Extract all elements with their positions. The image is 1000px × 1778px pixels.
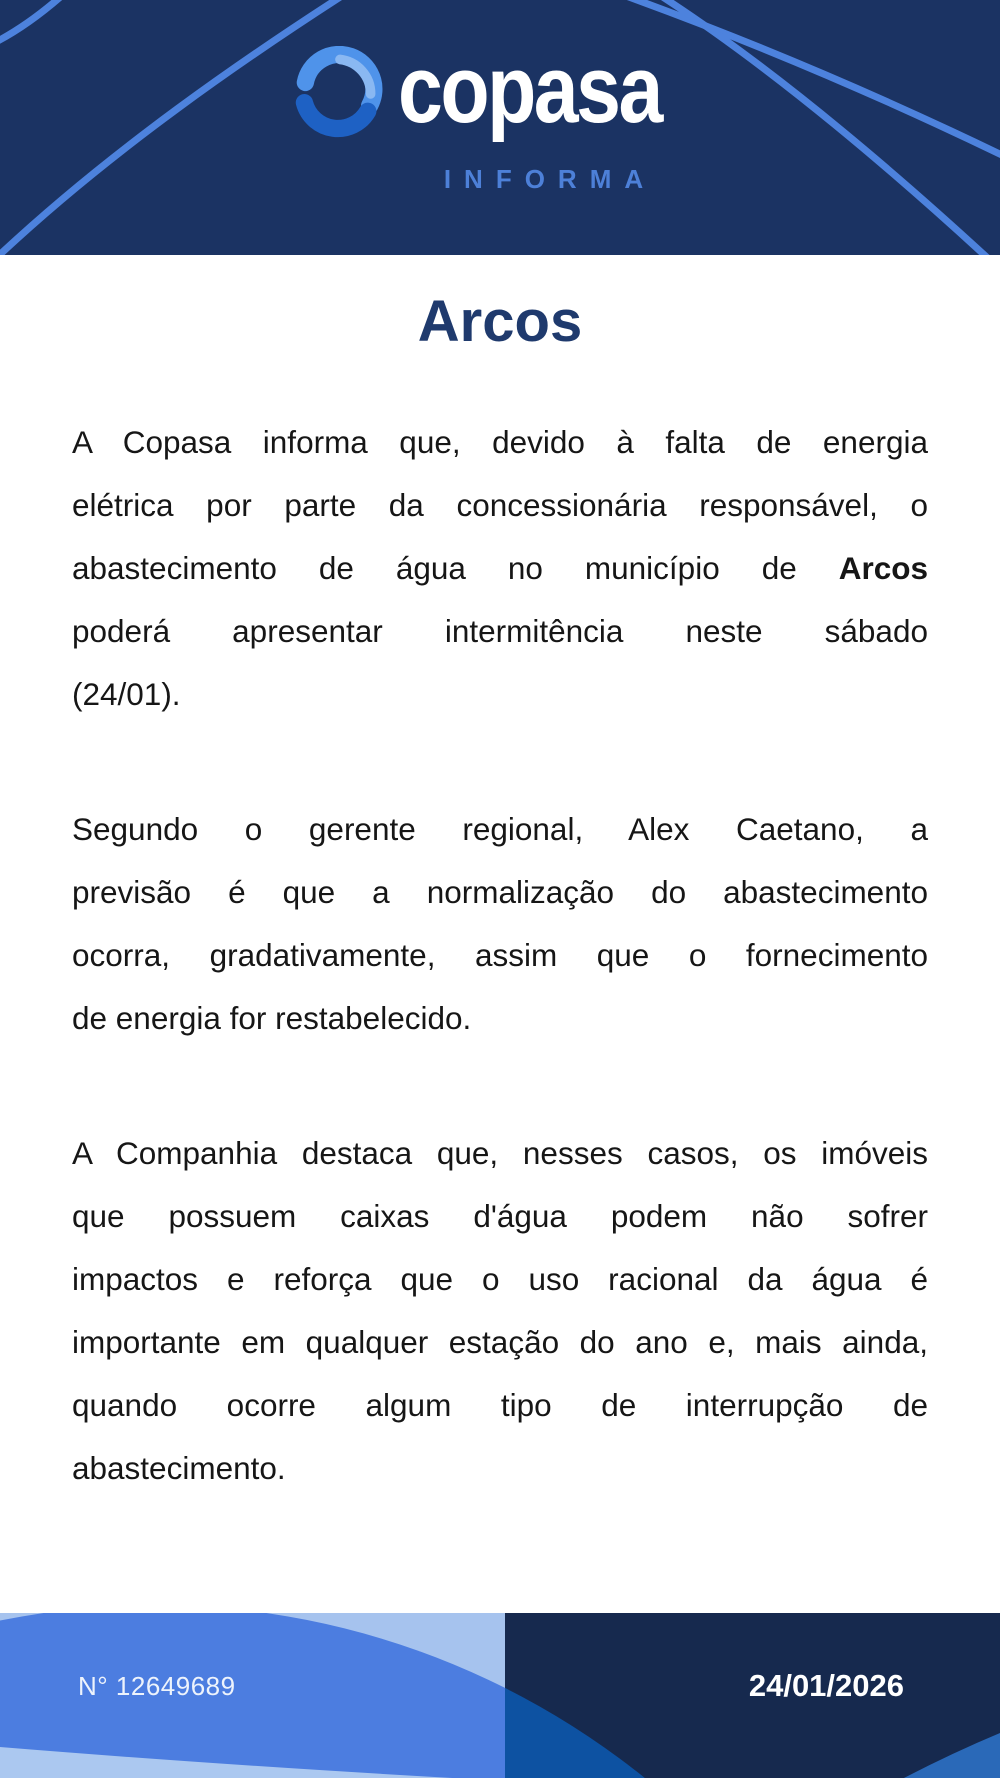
text-line: Segundo o gerente regional, Alex Caetano, a: [72, 811, 928, 847]
text-line: A Copasa informa que, devido à falta de energia: [72, 424, 928, 460]
copasa-logo: [0, 36, 1000, 143]
paragraph: [72, 798, 928, 1050]
announcement-body: [0, 255, 1000, 1613]
text-line: impactos e reforça que o uso racional da água é: [72, 1261, 928, 1297]
text-line: elétrica por parte da concessionária responsável, o: [72, 487, 928, 523]
text-line: importante em qualquer estação do ano e, mais ainda,: [72, 1324, 928, 1360]
text-line: abastecimento de água no município de Arcos: [72, 550, 928, 586]
brand-wordmark: copasa: [397, 36, 661, 143]
text-line: poderá apresentar intermitência neste sábado: [72, 613, 928, 649]
text-line: ocorra, gradativamente, assim que o fornecimento: [72, 937, 928, 973]
paragraph: [72, 411, 928, 726]
text-line: (24/01).: [72, 676, 181, 712]
text-line: abastecimento.: [72, 1450, 286, 1486]
text-line: previsão é que a normalização do abastecimento: [72, 874, 928, 910]
paragraph: [72, 1122, 928, 1500]
copasa-logo-icon: [290, 46, 386, 142]
notice-date: 24/01/2026: [748, 1668, 904, 1703]
text-line: de energia for restabelecido.: [72, 1000, 472, 1036]
text-line: quando ocorre algum tipo de interrupção de: [72, 1387, 928, 1423]
page-title: Arcos: [417, 289, 583, 354]
footer-banner: [0, 1613, 1000, 1778]
notice-number: N° 12649689: [78, 1671, 236, 1701]
text-line: que possuem caixas d'água podem não sofrer: [72, 1198, 928, 1234]
article-body: [72, 411, 928, 1500]
text-line: A Companhia destaca que, nesses casos, os imóveis: [72, 1135, 928, 1171]
header-subtitle: INFORMA: [443, 164, 657, 194]
header-banner: [0, 0, 1000, 255]
